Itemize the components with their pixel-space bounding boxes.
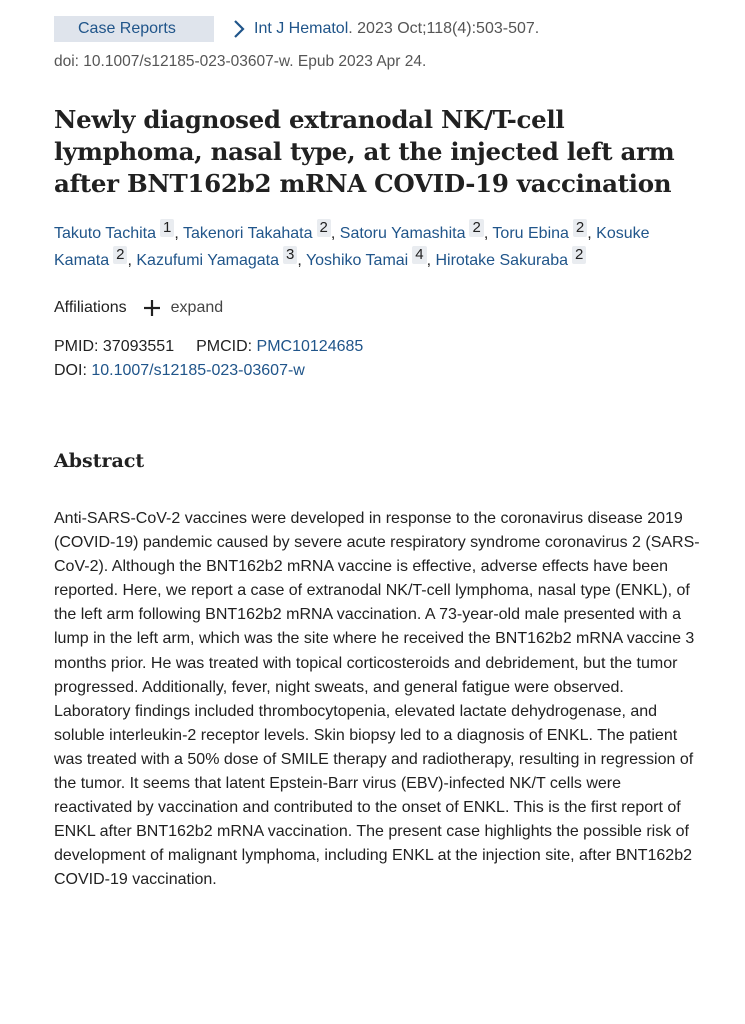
affiliation-number[interactable]: 2 bbox=[317, 219, 331, 237]
article-title: Newly diagnosed extranodal NK/T-cell lymphoma, nasal type, at the injected left arm after BNT162b2 mRNA COVID-19 vaccination bbox=[54, 105, 675, 198]
affiliation-number[interactable]: 2 bbox=[113, 246, 127, 264]
author-link[interactable]: Takuto Tachita bbox=[54, 225, 156, 242]
author-separator: , bbox=[297, 252, 306, 269]
identifiers bbox=[54, 335, 704, 383]
article-citation-line bbox=[54, 16, 704, 42]
doi-row bbox=[54, 359, 704, 383]
pmid-label: PMID: bbox=[54, 338, 99, 355]
author-separator: , bbox=[330, 225, 340, 242]
journal-link[interactable]: Int J Hematol bbox=[254, 20, 349, 37]
affiliations-label: Affiliations bbox=[54, 299, 127, 316]
author-link[interactable]: Hirotake Sakuraba bbox=[435, 252, 568, 269]
doi-label: DOI: bbox=[54, 362, 87, 379]
author-link[interactable]: Kosuke Kamata bbox=[54, 225, 650, 269]
abstract-text: Anti-SARS-CoV-2 vaccines were developed in response to the coronavirus disease 2019 (COVID-19) pandemic caused by severe acute respiratory syndrome coronavirus 2 (SARS-CoV-2). Although the BNT162b2 mRNA vaccine is effective, adverse effects have been reported. Here, we report a case of extranodal NK/T-cell lymphoma, nasal type (ENKL), of the left arm following BNT162b2 mRNA vaccination. A 73-year-old male presented with a lump in the left arm, which was the site where he received the BNT162b2 mRNA vaccine 3 months prior. He was treated with topical corticosteroids and debridement, but the tumor progressed. Additionally, fever, night sweats, and general fatigue were observed. Laboratory findings included thrombocytopenia, elevated lactate dehydrogenase, and soluble interleukin-2 receptor levels. Skin biopsy led to a diagnosis of ENKL. The patient was treated with a 50% dose of SMILE therapy and radiotherapy, resulting in regression of the tumor. It seems that latent Epstein-Barr virus (EBV)-infected NK/T cells were reactivated by vaccination and contributed to the onset of ENKL. This is the first report of ENKL after BNT162b2 mRNA vaccination. The present case highlights the possible risk of development of malignant lymphoma, including ENKL at the injection site, after BNT162b2 COVID-19 vaccination. bbox=[54, 510, 700, 889]
doi-link[interactable]: 10.1007/s12185-023-03607-w bbox=[91, 362, 305, 379]
affiliation-number[interactable]: 3 bbox=[283, 246, 297, 264]
expand-affiliations-button[interactable] bbox=[143, 299, 224, 317]
affiliation-number[interactable]: 4 bbox=[412, 246, 426, 264]
plus-icon bbox=[143, 299, 161, 317]
pmid-value: 37093551 bbox=[102, 338, 175, 355]
author-link[interactable]: Yoshiko Tamai bbox=[305, 252, 409, 269]
article-page bbox=[54, 16, 704, 893]
citation-details: . 2023 Oct;118(4):503-507. bbox=[348, 20, 540, 37]
affiliation-number[interactable]: 2 bbox=[572, 246, 586, 264]
affiliation-number[interactable]: 1 bbox=[160, 219, 174, 237]
pmid-pmcid-row bbox=[54, 335, 704, 359]
author-separator: , bbox=[127, 252, 137, 269]
doi-epub-line: doi: 10.1007/s12185-023-03607-w. Epub 2023 Apr 24. bbox=[54, 53, 427, 70]
pmcid-link[interactable]: PMC10124685 bbox=[256, 338, 364, 355]
affiliation-number[interactable]: 2 bbox=[573, 219, 587, 237]
author-link[interactable]: Satoru Yamashita bbox=[339, 225, 466, 242]
author-separator: , bbox=[587, 225, 597, 242]
author-separator: , bbox=[426, 252, 436, 269]
abstract-heading: Abstract bbox=[54, 450, 145, 472]
author-link[interactable]: Toru Ebina bbox=[492, 225, 569, 242]
affiliation-number[interactable]: 2 bbox=[469, 219, 483, 237]
author-separator: , bbox=[174, 225, 183, 242]
affiliations-row bbox=[54, 296, 704, 320]
publication-type-badge: Case Reports bbox=[54, 16, 214, 42]
chevron-right-icon[interactable] bbox=[228, 18, 250, 40]
authors-list bbox=[54, 219, 704, 273]
author-link[interactable]: Kazufumi Yamagata bbox=[136, 252, 279, 269]
author-separator: , bbox=[483, 225, 493, 242]
expand-label: expand bbox=[170, 299, 224, 316]
author-link[interactable]: Takenori Takahata bbox=[182, 225, 313, 242]
pmcid-label: PMCID: bbox=[196, 338, 253, 355]
